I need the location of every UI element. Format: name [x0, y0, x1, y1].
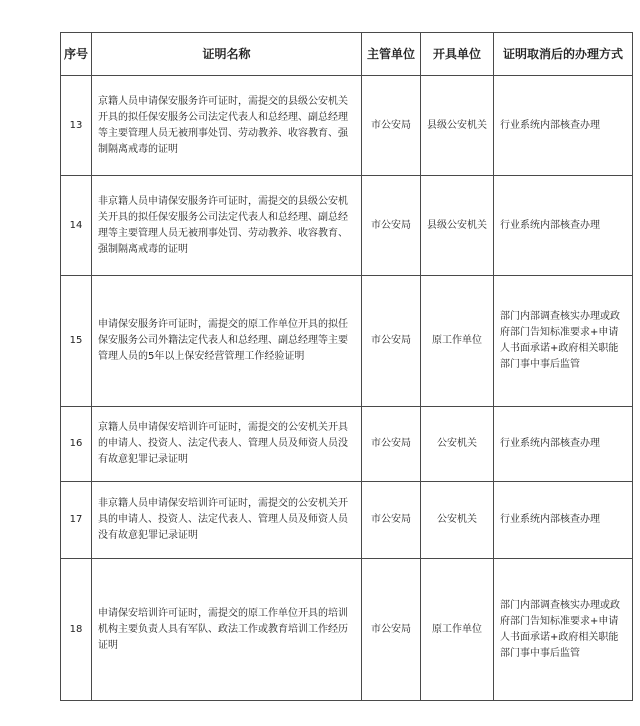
table-row — [61, 176, 633, 276]
row-way: 部门内部调查核实办理或政府部门告知标准要求+申请人书面承诺+政府相关职能部门事中事后监管 — [494, 276, 633, 407]
row-no: 17 — [61, 482, 92, 559]
certificate-table — [60, 32, 633, 701]
row-name: 申请保安培训许可证时，需提交的原工作单位开具的培训机构主要负责人具有军队、政法工作或教育培训工作经历证明 — [92, 559, 362, 701]
table-row — [61, 482, 633, 559]
row-unit: 市公安局 — [362, 407, 421, 482]
row-way: 部门内部调查核实办理或政府部门告知标准要求+申请人书面承诺+政府相关职能部门事中事后监管 — [494, 559, 633, 701]
row-no: 16 — [61, 407, 92, 482]
row-issuer: 县级公安机关 — [421, 76, 494, 176]
table-row — [61, 407, 633, 482]
row-unit: 市公安局 — [362, 76, 421, 176]
row-way: 行业系统内部核查办理 — [494, 76, 633, 176]
table-row — [61, 76, 633, 176]
row-issuer: 公安机关 — [421, 407, 494, 482]
header-no: 序号 — [61, 33, 92, 76]
header-name: 证明名称 — [92, 33, 362, 76]
row-name: 非京籍人员申请保安服务许可证时，需提交的县级公安机关开具的拟任保安服务公司法定代表人和总经理、副总经理等主要管理人员无被刑事处罚、劳动教养、收容教育、强制隔离戒毒的证明 — [92, 176, 362, 276]
header-unit: 主管单位 — [362, 33, 421, 76]
row-unit: 市公安局 — [362, 176, 421, 276]
table-row — [61, 559, 633, 701]
row-name: 非京籍人员申请保安培训许可证时，需提交的公安机关开具的申请人、投资人、法定代表人、管理人员及师资人员没有故意犯罪记录证明 — [92, 482, 362, 559]
row-name: 申请保安服务许可证时，需提交的原工作单位开具的拟任保安服务公司外籍法定代表人和总经理、副总经理等主要管理人员的5年以上保安经营管理工作经验证明 — [92, 276, 362, 407]
row-way: 行业系统内部核查办理 — [494, 407, 633, 482]
row-issuer: 县级公安机关 — [421, 176, 494, 276]
row-no: 15 — [61, 276, 92, 407]
row-no: 18 — [61, 559, 92, 701]
row-name: 京籍人员申请保安服务许可证时，需提交的县级公安机关开具的拟任保安服务公司法定代表人和总经理、副总经理等主要管理人员无被刑事处罚、劳动教养、收容教育、强制隔离戒毒的证明 — [92, 76, 362, 176]
row-no: 14 — [61, 176, 92, 276]
header-issuer: 开具单位 — [421, 33, 494, 76]
row-unit: 市公安局 — [362, 276, 421, 407]
table-row — [61, 276, 633, 407]
row-issuer: 原工作单位 — [421, 276, 494, 407]
row-unit: 市公安局 — [362, 559, 421, 701]
table-header-row — [61, 33, 633, 76]
row-way: 行业系统内部核查办理 — [494, 482, 633, 559]
row-issuer: 原工作单位 — [421, 559, 494, 701]
row-way: 行业系统内部核查办理 — [494, 176, 633, 276]
row-no: 13 — [61, 76, 92, 176]
header-way: 证明取消后的办理方式 — [494, 33, 633, 76]
row-unit: 市公安局 — [362, 482, 421, 559]
row-issuer: 公安机关 — [421, 482, 494, 559]
row-name: 京籍人员申请保安培训许可证时，需提交的公安机关开具的申请人、投资人、法定代表人、管理人员及师资人员没有故意犯罪记录证明 — [92, 407, 362, 482]
